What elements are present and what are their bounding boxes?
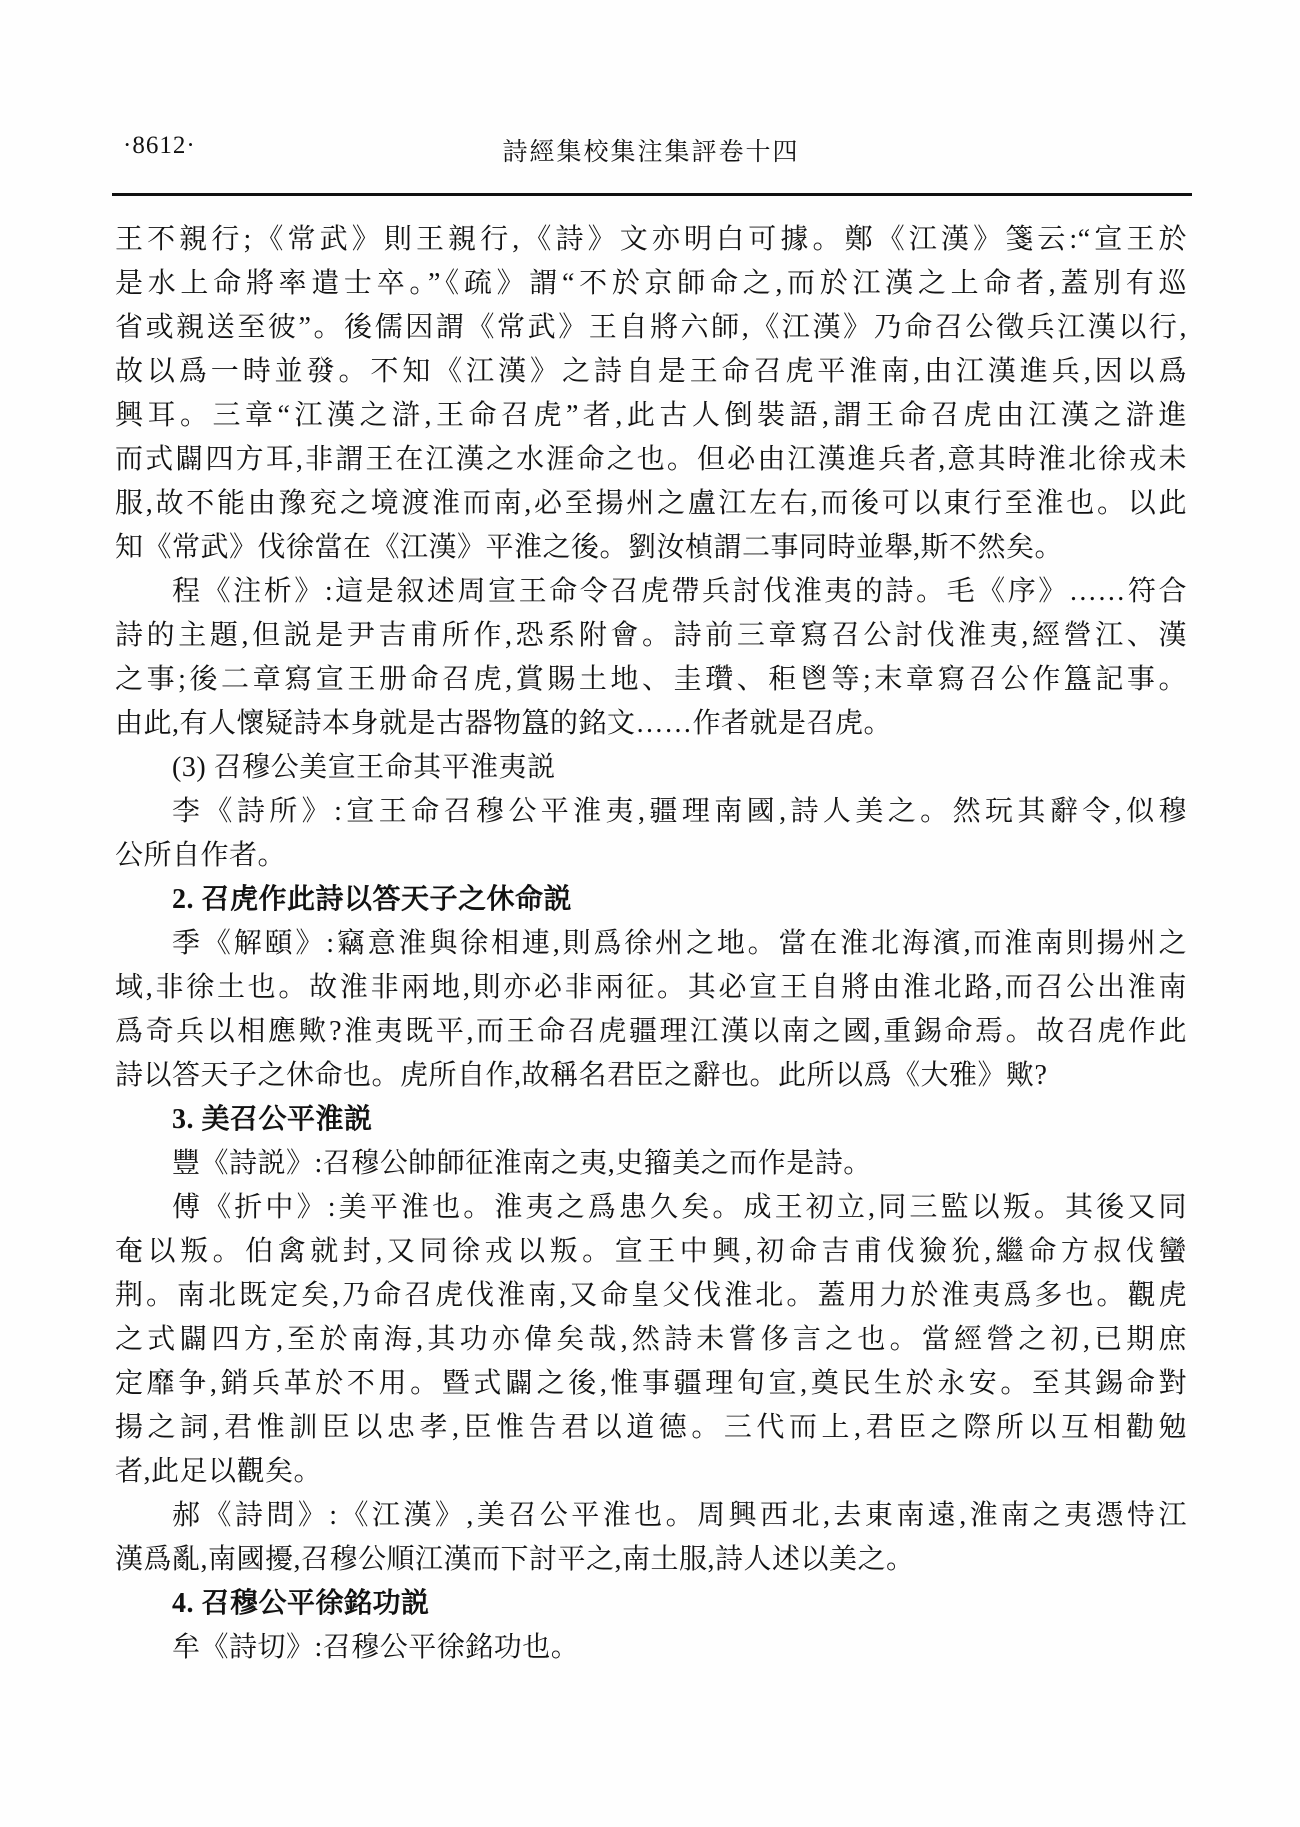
text-line: 定靡争,銷兵革於不用。暨式闢之後,惟事疆理旬宣,奠民生於永安。至其錫命對 [115, 1368, 1187, 1399]
page-number: ·8612· [123, 132, 196, 159]
text-line: 荆。南北既定矣,乃命召虎伐淮南,又命皇父伐淮北。蓋用力於淮夷爲多也。觀虎 [115, 1280, 1187, 1311]
text-line: 季《解頤》:竊意淮與徐相連,則爲徐州之地。當在淮北海濱,而淮南則揚州之 [172, 928, 1187, 959]
text-line: 知《常武》伐徐當在《江漢》平淮之後。劉汝楨謂二事同時並舉,斯不然矣。 [115, 532, 1064, 563]
text-line: 者,此足以觀矣。 [115, 1456, 323, 1487]
text-line: 爲奇兵以相應歟?淮夷既平,而王命召虎疆理江漢以南之國,重錫命焉。故召虎作此 [115, 1016, 1187, 1047]
page-header [115, 128, 1187, 168]
heading-line: 4. 召穆公平徐銘功説 [172, 1588, 430, 1619]
text-line: 是水上命將率遣士卒。”《疏》謂“不於京師命之,而於江漢之上命者,蓋別有巡 [115, 268, 1187, 299]
text-line: 郝《詩問》:《江漢》,美召公平淮也。周興西北,去東南遠,淮南之夷憑恃江 [172, 1500, 1187, 1531]
text-line: 之式闢四方,至於南海,其功亦偉矣哉,然詩未嘗侈言之也。當經營之初,已期庶 [115, 1324, 1187, 1355]
text-line: 故以爲一時並發。不知《江漢》之詩自是王命召虎平淮南,由江漢進兵,因以爲 [115, 356, 1187, 387]
text-line: 豐《詩説》:召穆公帥師征淮南之夷,史籀美之而作是詩。 [172, 1148, 872, 1179]
text-line: 李《詩所》:宣王命召穆公平淮夷,疆理南國,詩人美之。然玩其辭令,似穆 [172, 796, 1187, 827]
text-line: 興耳。三章“江漢之滸,王命召虎”者,此古人倒裝語,謂王命召虎由江漢之滸進 [115, 400, 1187, 431]
header-rule [112, 193, 1192, 196]
heading-line: 3. 美召公平淮説 [172, 1104, 373, 1135]
text-line: 揚之詞,君惟訓臣以忠孝,臣惟告君以道德。三代而上,君臣之際所以互相勸勉 [115, 1412, 1187, 1443]
text-line: 奄以叛。伯禽就封,又同徐戎以叛。宣王中興,初命吉甫伐獫狁,繼命方叔伐蠻 [115, 1236, 1187, 1267]
text-line: 牟《詩切》:召穆公平徐銘功也。 [172, 1632, 580, 1663]
text-line: 詩的主題,但説是尹吉甫所作,恐系附會。詩前三章寫召公討伐淮夷,經營江、漢 [115, 620, 1187, 651]
text-line: 由此,有人懷疑詩本身就是古器物簋的銘文……作者就是召虎。 [115, 708, 893, 739]
text-line: (3) 召穆公美宣王命其平淮夷説 [172, 752, 556, 783]
text-line: 而式闢四方耳,非謂王在江漢之水涯命之也。但必由江漢進兵者,意其時淮北徐戎未 [115, 444, 1187, 475]
text-line: 王不親行;《常武》則王親行,《詩》文亦明白可據。鄭《江漢》箋云:“宣王於 [115, 224, 1187, 255]
text-line: 詩以答天子之休命也。虎所自作,故稱名君臣之辭也。此所以爲《大雅》歟? [115, 1060, 1048, 1091]
text-line: 省或親送至彼”。後儒因謂《常武》王自將六師,《江漢》乃命召公徵兵江漢以行, [115, 312, 1187, 343]
page-body [115, 218, 1187, 1670]
text-line: 傅《折中》:美平淮也。淮夷之爲患久矣。成王初立,同三監以叛。其後又同 [172, 1192, 1187, 1223]
text-line: 公所自作者。 [115, 840, 287, 871]
text-line: 漢爲亂,南國擾,召穆公順江漢而下討平之,南土服,詩人述以美之。 [115, 1544, 915, 1575]
heading-line: 2. 召虎作此詩以答天子之休命説 [172, 884, 573, 915]
running-title: 詩經集校集注集評卷十四 [502, 139, 800, 166]
text-line: 服,故不能由豫兖之境渡淮而南,必至揚州之盧江左右,而後可以東行至淮也。以此 [115, 488, 1187, 519]
text-line: 域,非徐土也。故淮非兩地,則亦必非兩征。其必宣王自將由淮北路,而召公出淮南 [115, 972, 1187, 1003]
text-line: 之事;後二章寫宣王册命召虎,賞賜土地、圭瓚、秬鬯等;末章寫召公作簋記事。 [115, 664, 1187, 695]
text-line: 程《注析》:這是叙述周宣王命令召虎帶兵討伐淮夷的詩。毛《序》……符合 [172, 576, 1187, 607]
